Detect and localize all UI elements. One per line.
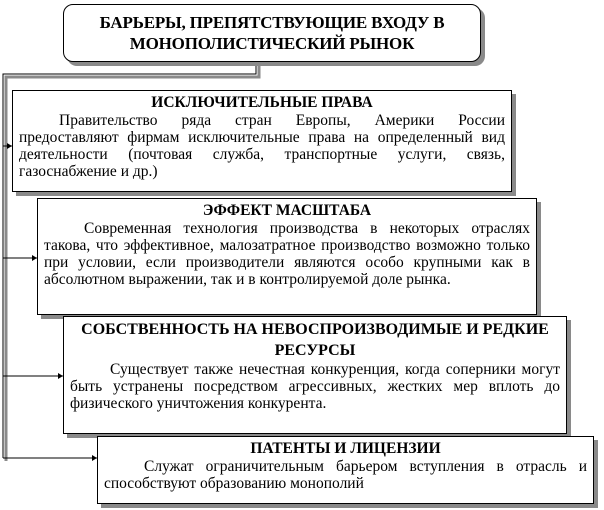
barrier-card-rare-resources [63,316,567,434]
barrier-heading: СОБСТВЕННОСТЬ НА НЕВОСПРОИЗВОДИМЫЕ И РЕДКИЕ РЕСУРСЫ [81,321,549,359]
diagram-title [100,12,445,54]
barrier-card-patents-licenses [97,436,594,504]
branch-arrow-1 [3,143,12,149]
branch-arrow-4 [3,455,97,461]
diagram-title-line-2: МОНОПОЛИСТИЧЕСКИЙ РЫНОК [129,34,415,53]
barrier-card-exclusive-rights [12,90,512,192]
barrier-text: Служат ограничительным барьером вступления в отрасль и способствуют образованию монополий [104,458,587,492]
diagram-title-box [63,4,481,62]
barrier-text: Существует также нечестная конкуренция, когда соперники могут быть устранены посредством агрессивных, жестких мер вплоть до физического уничтожения конкурента. [70,361,560,412]
branch-arrow-2 [3,255,37,261]
barrier-text: Правительство ряда стран Европы, Америки России предоставляют фирмам исключительные права на определенный вид деятельности (почтовая служба, транспортные услуги, связь, газоснабжение и др.) [19,112,505,180]
barrier-heading: ЭФФЕКТ МАСШТАБА [202,202,372,219]
diagram-title-line-1: БАРЬЕРЫ, ПРЕПЯТСТВУЮЩИЕ ВХОДУ В [99,13,445,32]
barrier-heading: ИСКЛЮЧИТЕЛЬНЫЕ ПРАВА [151,94,373,111]
barrier-card-economies-of-scale [37,198,537,315]
barrier-text: Современная технология производства в некоторых отраслях такова, что эффективное, малозатратное производство возможно только при условии, если производители являются особо крупными как в абсолютном выражении, так и в контролируемой доле рынка. [44,220,530,288]
barrier-heading: ПАТЕНТЫ И ЛИЦЕНЗИИ [250,440,441,457]
branch-arrow-3 [3,373,63,379]
